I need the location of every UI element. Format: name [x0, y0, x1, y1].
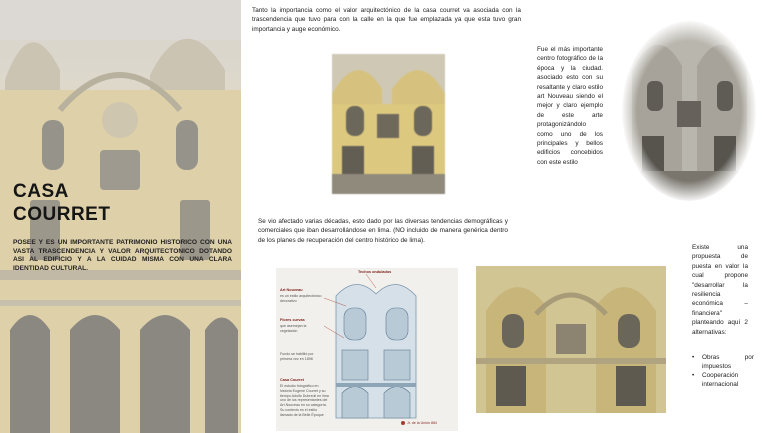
intro-paragraph: Tanto la importancia como el valor arquitectónico de la casa courret va asociada con la trascendencia que tuvo para con la calle en la que fue emplazada ya que esta tuvo gran importancia y auge económico. — [252, 7, 521, 33]
diagram-label-art: Art Nouveau — [280, 288, 303, 292]
alternative-word: • Obras — [702, 354, 720, 361]
alternative-word: impuestos — [702, 362, 732, 370]
diagram-caption: Jr. de la Unión 884 — [407, 421, 437, 425]
diagram-text-house: El estudio fotográfico en historia Eugene Courret y su tiempo Adolfo Dubreuil en lima uno de los representantes del Art Nouveau en su categoría. Su contexto es el estilo llamado de la Belle Époque — [280, 384, 329, 417]
facade-upper-photo — [332, 54, 445, 194]
facade-diagram — [276, 268, 458, 431]
proposal-paragraph: Existe una propuesta de puesta en valor la cual propone "desarrollar la resiliencia económica – financiera" planteando aquí 2 alternativas: — [692, 244, 748, 336]
cover-subtitle: POSEE Y ES UN IMPORTANTE PATRIMONIO HISTORICO CON UNA VASTA TRASCENDENCIA Y VALOR ARQUITECTONICO DOTANDO ASI AL EDIFICIO Y A LA CUIDAD MISMA CON UNA CLARA IDENTIDAD CULTURAL. — [13, 239, 232, 272]
cover-title-line2: COURRET — [13, 204, 111, 225]
photo-center-paragraph: Fue el más importante centro fotográfico de la época y la ciudad. asociado esto con su resaltante y claro estilo art Nouveau siendo el mejor y claro ejemplo de este arte protagonizándolo como uno de los principales y bellos edificios concebidos con este estilo — [537, 46, 603, 166]
diagram-text-date: Fundo se habilitó por primera vez en 1898 — [280, 352, 314, 361]
cover-title-line1: CASA — [13, 181, 69, 202]
facade-detail-photo — [476, 266, 666, 413]
alternative-word: internacional — [702, 380, 739, 388]
diagram-label-roof: Techos ondulados — [358, 270, 392, 274]
alternative-item — [692, 354, 754, 371]
alternative-word: por — [744, 354, 754, 361]
alternative-item — [692, 372, 754, 389]
diagram-label-house: Casa Courret — [280, 378, 304, 382]
facade-oval-photo — [622, 21, 756, 201]
diagram-text-art: es un estilo arquitectónico decorativo — [280, 294, 322, 303]
diagram-text-flowers: que asemejan la vegetación — [280, 324, 307, 333]
alternatives-list — [692, 354, 754, 390]
diagram-label-flowers: Flores curvas — [280, 318, 305, 322]
decline-paragraph: Se vio afectado varias décadas, esto dado por las diversas tendencias demográficas y comerciales que iban desarrollándose en lima. (NO incluido de manera genérica dentro de los planes de recuperación del centro histórico de lima). — [258, 218, 508, 244]
cover-title — [13, 180, 110, 226]
alternative-word: Cooperación — [702, 372, 739, 380]
